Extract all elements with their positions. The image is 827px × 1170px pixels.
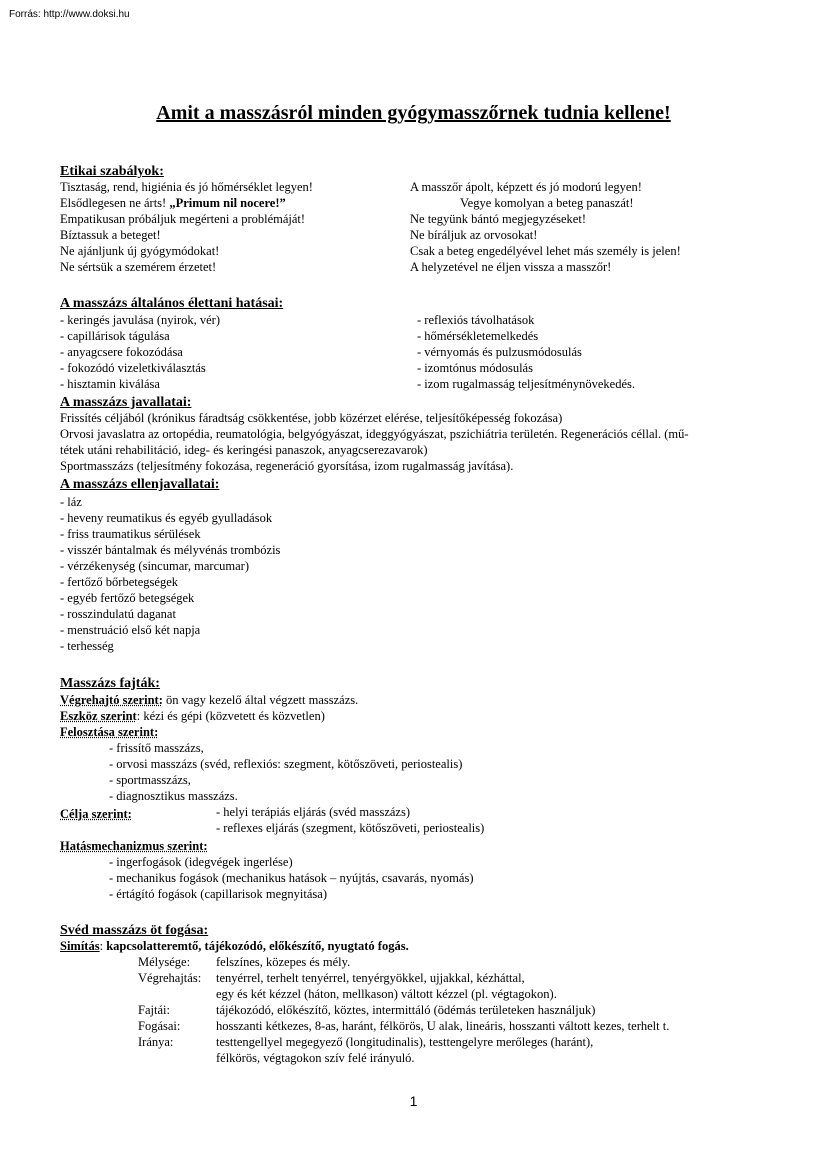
section-heading-contraindications: A masszázs ellenjavallatai: — [60, 477, 220, 492]
ethics-rule: A masszőr ápolt, képzett és jó modorú legyen! — [410, 180, 642, 194]
section-heading-effects: A masszázs általános élettani hatásai: — [60, 296, 284, 311]
section-heading-indications: A masszázs javallatai: — [60, 395, 192, 410]
detail-text: felszínes, közepes és mély. — [216, 955, 351, 969]
type-by-division-label: Felosztása szerint: — [60, 725, 159, 739]
ethics-rule: Ne bíráljuk az orvosokat! — [410, 228, 538, 242]
detail-label: Iránya: — [138, 1035, 174, 1049]
detail-label: Végrehajtás: — [138, 971, 202, 985]
ethics-rule: A helyzetével ne éljen vissza a masszőr! — [410, 260, 612, 274]
indication-line: Sportmasszázs (teljesítmény fokozása, regeneráció gyorsítása, izom rugalmasság javítása). — [60, 459, 514, 473]
type-by-tool: Eszköz szerint: kézi és gépi (közvetett és közvetlen) — [60, 709, 325, 723]
effect-item: - izom rugalmasság teljesítménynövekedés. — [417, 377, 635, 391]
page-title: Amit a masszásról minden gyógymasszőrnek tudnia kellene! — [156, 102, 671, 124]
contraindication-item: - vérzékenység (sincumar, marcumar) — [60, 559, 249, 573]
contraindication-item: - láz — [60, 495, 82, 509]
effect-item: - anyagcsere fokozódása — [60, 345, 183, 359]
effect-item: - izomtónus módosulás — [417, 361, 533, 375]
type-by-purpose-label: Célja szerint: — [60, 807, 132, 821]
type-by-executor: Végrehajtó szerint: ön vagy kezelő által végzett masszázs. — [60, 693, 359, 707]
detail-text: tenyérrel, terhelt tenyérrel, tenyérgyökkel, ujjakkal, kézháttal, — [216, 971, 525, 985]
detail-text: félkörös, végtagokon szív felé irányuló. — [216, 1051, 415, 1065]
effect-item: - vérnyomás és pulzusmódosulás — [417, 345, 582, 359]
indication-line: Orvosi javaslatra az ortopédia, reumatológia, belgyógyászat, ideggyógyászat, pszichiátria területén. Regenerációs céllal. (mű- — [60, 427, 689, 441]
division-item: - orvosi masszázs (svéd, reflexiós: szegment, kötőszöveti, periostealis) — [109, 757, 463, 771]
ethics-rule: Bíztassuk a beteget! — [60, 228, 161, 242]
ethics-rule: Tisztaság, rend, higiénia és jó hőmérséklet legyen! — [60, 180, 313, 194]
division-item: - frissítő masszázs, — [109, 741, 204, 755]
detail-label: Mélysége: — [138, 955, 191, 969]
detail-text: egy és két kézzel (háton, mellkason) váltott kézzel (pl. végtagokon). — [216, 987, 557, 1001]
section-heading-ethics: Etikai szabályok: — [60, 164, 164, 179]
contraindication-item: - terhesség — [60, 639, 114, 653]
ethics-rule: Ne sértsük a szemérem érzetet! — [60, 260, 217, 274]
detail-label: Fajtái: — [138, 1003, 170, 1017]
ethics-rule: Ne tegyünk bántó megjegyzéseket! — [410, 212, 586, 226]
effect-item: - fokozódó vizeletkiválasztás — [60, 361, 206, 375]
type-by-mechanism-label: Hatásmechanizmus szerint: — [60, 839, 208, 853]
effect-item: - keringés javulása (nyirok, vér) — [60, 313, 221, 327]
mechanism-item: - értágító fogások (capillarisok megnyitása) — [109, 887, 327, 901]
ethics-rule: Ne ajánljunk új gyógymódokat! — [60, 244, 220, 258]
contraindication-item: - visszér bántalmak és mélyvénás trombózis — [60, 543, 281, 557]
division-item: - diagnosztikus masszázs. — [109, 789, 238, 803]
section-heading-swedish: Svéd masszázs öt fogása: — [60, 923, 209, 938]
effect-item: - reflexiós távolhatások — [417, 313, 535, 327]
indication-line: tétek utáni rehabilitáció, ideg- és keringési panaszok, anyagcserezavarok) — [60, 443, 428, 457]
contraindication-item: - fertőző bőrbetegségek — [60, 575, 178, 589]
effect-item: - hisztamin kiválása — [60, 377, 160, 391]
ethics-rule: Csak a beteg engedélyével lehet más személy is jelen! — [410, 244, 681, 258]
purpose-item: - reflexes eljárás (szegment, kötőszöveti, periostealis) — [216, 821, 485, 835]
mechanism-item: - ingerfogások (idegvégek ingerlése) — [109, 855, 293, 869]
ethics-rule: Vegye komolyan a beteg panaszát! — [460, 196, 634, 210]
contraindication-item: - rosszindulatú daganat — [60, 607, 176, 621]
page-number: 1 — [409, 1093, 418, 1109]
effect-item: - capillárisok tágulása — [60, 329, 170, 343]
purpose-item: - helyi terápiás eljárás (svéd masszázs) — [216, 805, 411, 819]
source-url: Forrás: http://www.doksi.hu — [9, 9, 130, 20]
ethics-rule: Empatikusan próbáljuk megérteni a problémáját! — [60, 212, 306, 226]
contraindication-item: - egyéb fertőző betegségek — [60, 591, 195, 605]
stroking-definition: Simítás: kapcsolatteremtő, tájékozódó, előkészítő, nyugtató fogás. — [60, 939, 409, 953]
effect-item: - hőmérsékletemelkedés — [417, 329, 539, 343]
contraindication-item: - menstruáció első két napja — [60, 623, 201, 637]
ethics-rule: Elsődlegesen ne árts! „Primum nil nocere!” — [60, 196, 286, 210]
detail-text: testtengellyel megegyező (longitudinalis), testtengelyre merőleges (haránt), — [216, 1035, 594, 1049]
contraindication-item: - friss traumatikus sérülések — [60, 527, 201, 541]
section-heading-types: Masszázs fajták: — [60, 676, 160, 691]
detail-text: hosszanti kétkezes, 8-as, haránt, félkörös, U alak, lineáris, hosszanti váltott kezes, terhelt t. — [216, 1019, 670, 1033]
mechanism-item: - mechanikus fogások (mechanikus hatások – nyújtás, csavarás, nyomás) — [109, 871, 474, 885]
division-item: - sportmasszázs, — [109, 773, 191, 787]
indication-line: Frissítés céljából (krónikus fáradtság csökkentése, jobb közérzet elérése, teljesítőképesség fokozása) — [60, 411, 563, 425]
detail-label: Fogásai: — [138, 1019, 181, 1033]
detail-text: tájékozódó, előkészítő, köztes, intermittáló (ödémás területeken használjuk) — [216, 1003, 596, 1017]
contraindication-item: - heveny reumatikus és egyéb gyulladások — [60, 511, 273, 525]
